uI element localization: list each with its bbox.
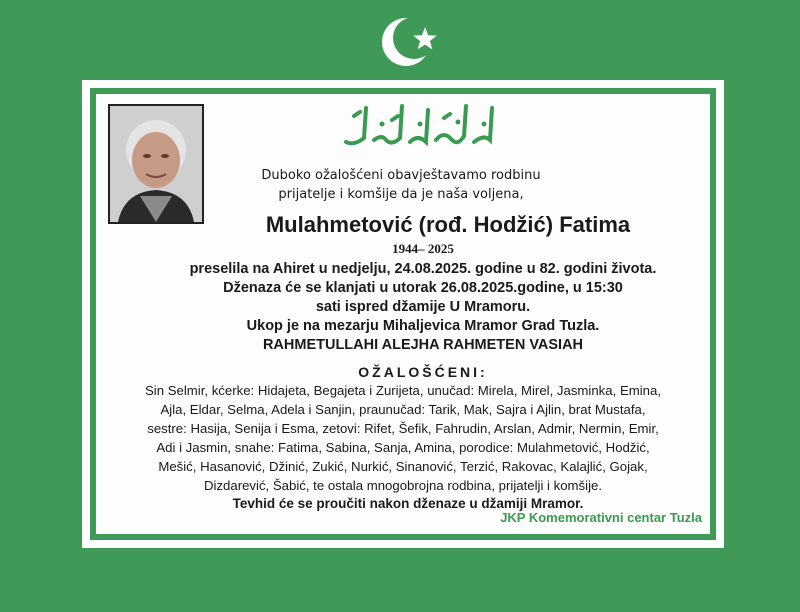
mourners-list bbox=[98, 381, 708, 495]
intro-text bbox=[216, 166, 586, 204]
crescent-star-icon bbox=[378, 8, 442, 72]
mourners-line: Mešić, Hasanović, Džinić, Zukić, Nurkić, Sinanović, Terzić, Rakovac, Kalajlić, Gojak, bbox=[158, 459, 648, 474]
intro-line: prijatelje i komšije da je naša voljena, bbox=[278, 187, 524, 202]
notice-card bbox=[96, 94, 710, 534]
mourners-line: Dizdarević, Šabić, te ostala mnogobrojna rodbina, prijatelji i komšije. bbox=[203, 478, 602, 493]
mourners-line: Sin Selmir, kćerke: Hidajeta, Begajeta i Zurijeta, unučad: Mirela, Mirel, Jasminka, Emina, bbox=[145, 383, 661, 398]
funeral-details bbox=[96, 260, 710, 355]
portrait-photo bbox=[108, 104, 204, 224]
detail-line: RAHMETULLAHI ALEJHA RAHMETEN VASIAH bbox=[262, 337, 584, 353]
organization-name: JKP Komemorativni centar Tuzla bbox=[500, 510, 702, 525]
mourners-line: sestre: Hasija, Senija i Esma, zetovi: Rifet, Šefik, Fahrudin, Arslan, Admir, Nermin, Emir, bbox=[147, 421, 659, 436]
arabic-calligraphy bbox=[334, 94, 504, 150]
deceased-name: Mulahmetović (rođ. Hodžić) Fatima bbox=[265, 212, 631, 237]
life-years: 1944– 2025 bbox=[392, 241, 454, 256]
mourners-heading: OŽALOŠĆENI: bbox=[358, 364, 488, 380]
detail-line: preselila na Ahiret u nedjelju, 24.08.2025. godine u 82. godini života. bbox=[189, 261, 657, 277]
tevhid-notice: Tevhid će se proučiti nakon dženaze u džamiji Mramor. bbox=[232, 496, 584, 511]
mourners-line: Ajla, Eldar, Selma, Adela i Sanjin, praunučad: Tarik, Mak, Sajra i Ajlin, brat Mustafa, bbox=[160, 402, 646, 417]
detail-line: sati ispred džamije U Mramoru. bbox=[315, 299, 531, 315]
detail-line: Ukop je na mezarju Mihaljevica Mramor Grad Tuzla. bbox=[246, 318, 600, 334]
intro-line: Duboko ožalošćeni obavještavamo rodbinu bbox=[261, 168, 541, 183]
mourners-line: Adi i Jasmin, snahe: Fatima, Sabina, Sanja, Amina, porodice: Mulahmetović, Hodžić, bbox=[156, 440, 650, 455]
detail-line: Dženaza će se klanjati u utorak 26.08.2025.godine, u 15:30 bbox=[223, 280, 623, 296]
